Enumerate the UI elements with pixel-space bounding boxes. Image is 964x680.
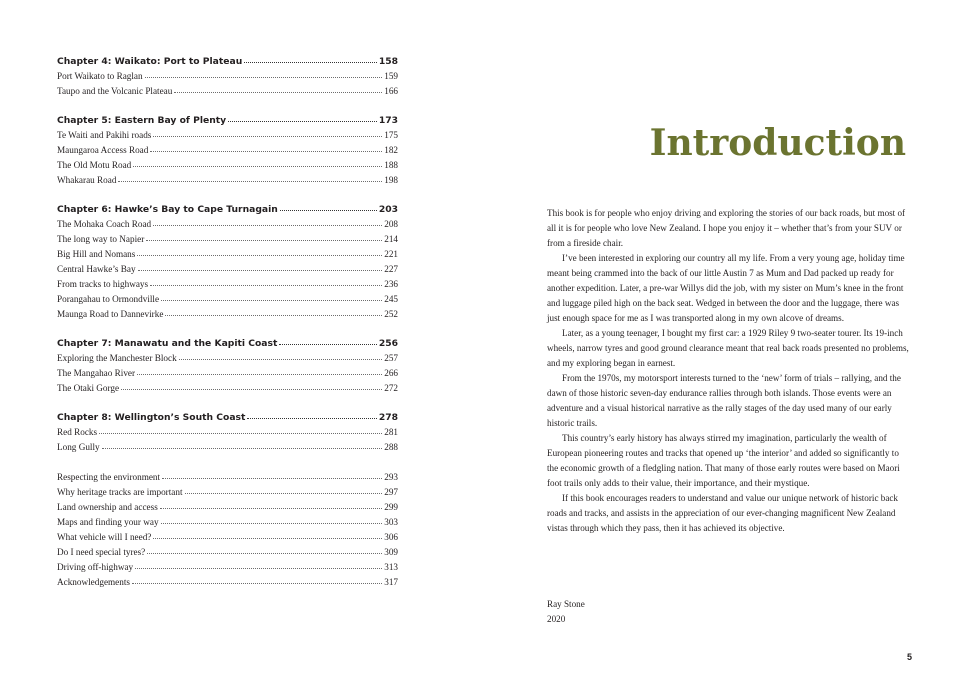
toc-appendix-entry <box>57 530 398 545</box>
dot-leader <box>150 148 382 152</box>
toc-entry-page: 257 <box>384 353 398 363</box>
toc-entry-title: Red Rocks <box>57 427 98 437</box>
page-number: 5 <box>906 652 912 662</box>
toc-entry-page: 236 <box>384 279 398 289</box>
toc-entry-title: The Old Motu Road <box>57 160 132 170</box>
toc-entry <box>57 366 398 381</box>
toc-appendix-entry-page: 297 <box>384 487 398 497</box>
introduction-body <box>547 206 909 536</box>
toc-entry <box>57 158 398 173</box>
introduction-heading: Introduction <box>649 122 906 164</box>
toc-entry <box>57 69 398 84</box>
dot-leader <box>146 237 382 241</box>
intro-paragraph-5: This country’s early history has always stirred my imagination, particularly the wealth of European pioneering routes and tracks that opened up ‘the interior’ and added so significantly to the economic growth of a fledgling nation. That many of those early routes were based on Maori foot trails only adds to their value, their importance, and their mystique. <box>547 433 900 488</box>
toc-entry-title: Whakarau Road <box>57 175 117 185</box>
dot-leader <box>150 282 382 286</box>
toc-chapter-page: 158 <box>378 56 398 67</box>
toc-appendix-entry <box>57 470 398 485</box>
toc-appendix-entry-page: 293 <box>384 472 398 482</box>
toc-appendix-entry-page: 303 <box>384 517 398 527</box>
dot-leader <box>137 371 382 375</box>
toc-entry-title: Porangahau to Ormondville <box>57 294 160 304</box>
signature-year: 2020 <box>547 614 566 624</box>
toc-chapter-title: Chapter 6: Hawke’s Bay to Cape Turnagain <box>57 204 278 215</box>
toc-entry-page: 266 <box>384 368 398 378</box>
dot-leader <box>138 267 383 271</box>
toc-chapter-page: 278 <box>378 412 398 423</box>
intro-paragraph-3: Later, as a young teenager, I bought my first car: a 1929 Riley 9 two-seater tourer. Its 19-inch wheels, narrow tyres and good ground clearance meant that real back roads presented no problems, and my exploring began in earnest. <box>547 328 909 368</box>
toc-entry <box>57 217 398 232</box>
toc-entry <box>57 292 398 307</box>
toc-appendix-entry-page: 306 <box>384 532 398 542</box>
dot-leader <box>135 565 382 569</box>
dot-leader <box>99 430 382 434</box>
dot-leader <box>161 520 383 524</box>
dot-leader <box>147 550 382 554</box>
toc-entry-title: From tracks to highways <box>57 279 149 289</box>
toc-entry <box>57 440 398 455</box>
toc-entry <box>57 425 398 440</box>
toc-chapter-title: Chapter 5: Eastern Bay of Plenty <box>57 115 227 126</box>
toc-entry <box>57 351 398 366</box>
toc-entry-page: 221 <box>384 249 398 259</box>
toc-entry <box>57 173 398 188</box>
toc-chapter <box>57 410 398 425</box>
toc-chapter <box>57 202 398 217</box>
toc-entry-title: Central Hawke’s Bay <box>57 264 136 274</box>
toc-entry <box>57 143 398 158</box>
toc-entry-page: 288 <box>384 442 398 452</box>
toc-entry-page: 166 <box>384 86 398 96</box>
toc-appendix-entry <box>57 560 398 575</box>
intro-paragraph-1: This book is for people who enjoy driving and exploring the stories of our back roads, but most of all it is for people who love New Zealand. I hope you enjoy it – whether that’s from your SUV or from a fireside chair. <box>547 208 906 248</box>
dot-leader <box>153 222 382 226</box>
dot-leader <box>102 445 383 449</box>
toc-entry-page: 245 <box>384 294 398 304</box>
dot-leader <box>279 341 376 345</box>
dot-leader <box>161 297 382 301</box>
toc-entry-title: Maunga Road to Dannevirke <box>57 309 164 319</box>
toc-entry <box>57 247 398 262</box>
intro-paragraph-6: If this book encourages readers to understand and value our unique network of historic back roads and tracks, and assists in the appreciation of our ever-changing magnificent New Zealand vistas through which they pass, then it has achieved its objective. <box>547 493 898 533</box>
dot-leader <box>165 312 382 316</box>
dot-leader <box>174 89 382 93</box>
toc-entry-page: 214 <box>384 234 398 244</box>
toc-entry-title: The Otaki Gorge <box>57 383 120 393</box>
dot-leader <box>185 490 383 494</box>
dot-leader <box>153 535 382 539</box>
table-of-contents <box>57 54 398 590</box>
toc-entry <box>57 262 398 277</box>
toc-appendix-entry-title: Maps and finding your way <box>57 517 159 527</box>
toc-appendix-entry <box>57 500 398 515</box>
toc-entry-page: 252 <box>384 309 398 319</box>
toc-chapter-title: Chapter 8: Wellington’s South Coast <box>57 412 246 423</box>
toc-chapter-title: Chapter 7: Manawatu and the Kapiti Coast <box>57 338 278 349</box>
toc-entry-title: Taupo and the Volcanic Plateau <box>57 86 173 96</box>
toc-appendix-entry <box>57 485 398 500</box>
dot-leader <box>228 118 377 122</box>
dot-leader <box>133 163 382 167</box>
toc-entry-title: Maungaroa Access Road <box>57 145 149 155</box>
intro-paragraph-2: I’ve been interested in exploring our country all my life. From a very young age, holiday time meant being crammed into the back of our little Austin 7 as Mum and Dad packed up ready for another expedition. Later, a pre-war Willys did the job, with my sister on Mum’s knee in the front and luggage piled high on the back seat. Wedged in between the door and the luggage, there was just enough space for me as I was transported along in my own alcove of dreams. <box>547 253 905 323</box>
dot-leader <box>145 74 383 78</box>
toc-chapter <box>57 54 398 69</box>
toc-entry-page: 182 <box>384 145 398 155</box>
toc-appendix-entry-title: Why heritage tracks are important <box>57 487 183 497</box>
toc-appendix-entry-page: 317 <box>384 577 398 587</box>
toc-entry <box>57 381 398 396</box>
toc-entry-page: 281 <box>384 427 398 437</box>
toc-entry-page: 188 <box>384 160 398 170</box>
author-name: Ray Stone <box>547 599 585 609</box>
toc-appendix-entry-title: Land ownership and access <box>57 502 158 512</box>
toc-appendix-entry-title: Driving off-highway <box>57 562 134 572</box>
toc-chapter-page: 173 <box>378 115 398 126</box>
toc-appendix-entry <box>57 515 398 530</box>
toc-appendix-entry-title: Respecting the environment <box>57 472 161 482</box>
toc-chapter-page: 256 <box>378 338 398 349</box>
toc-entry-title: The long way to Napier <box>57 234 145 244</box>
toc-appendix-entry-title: Acknowledgements <box>57 577 130 587</box>
toc-chapter-page: 203 <box>378 204 398 215</box>
dot-leader <box>179 356 383 360</box>
signature-block <box>547 597 585 627</box>
toc-entry-page: 208 <box>384 219 398 229</box>
toc-entry-title: Te Waiti and Pakihi roads <box>57 130 152 140</box>
toc-appendix-entry-title: What vehicle will I need? <box>57 532 152 542</box>
dot-leader <box>121 386 382 390</box>
toc-entry-title: Exploring the Manchester Block <box>57 353 177 363</box>
toc-entry-page: 227 <box>384 264 398 274</box>
toc-entry <box>57 84 398 99</box>
toc-chapter-title: Chapter 4: Waikato: Port to Plateau <box>57 56 243 67</box>
toc-appendix-entry <box>57 575 398 590</box>
toc-entry-page: 159 <box>384 71 398 81</box>
toc-entry-page: 198 <box>384 175 398 185</box>
toc-entry <box>57 277 398 292</box>
toc-appendix-entry-page: 313 <box>384 562 398 572</box>
toc-appendix-entry-page: 299 <box>384 502 398 512</box>
toc-chapter <box>57 336 398 351</box>
toc-appendix-entry <box>57 545 398 560</box>
dot-leader <box>153 133 382 137</box>
dot-leader <box>162 475 382 479</box>
toc-entry-title: The Mohaka Coach Road <box>57 219 152 229</box>
toc-entry <box>57 232 398 247</box>
toc-entry <box>57 307 398 322</box>
dot-leader <box>247 415 376 419</box>
toc-entry-page: 272 <box>384 383 398 393</box>
intro-paragraph-4: From the 1970s, my motorsport interests turned to the ‘new’ form of trials – rallying, and the dawn of those historic seven-day endurance rallies through both islands. Those events were an adventure and a visual historical narrative as the rally stages of the day used many of our early historic trails. <box>547 373 901 428</box>
dot-leader <box>280 207 377 211</box>
toc-entry-page: 175 <box>384 130 398 140</box>
toc-entry-title: Long Gully <box>57 442 100 452</box>
dot-leader <box>132 580 382 584</box>
toc-entry <box>57 128 398 143</box>
toc-appendix-entry-page: 309 <box>384 547 398 557</box>
toc-chapter <box>57 113 398 128</box>
toc-entry-title: Port Waikato to Raglan <box>57 71 143 81</box>
dot-leader <box>160 505 382 509</box>
toc-entry-title: Big Hill and Nomans <box>57 249 136 259</box>
dot-leader <box>137 252 382 256</box>
toc-entry-title: The Mangahao River <box>57 368 136 378</box>
dot-leader <box>118 178 382 182</box>
toc-appendix-entry-title: Do I need special tyres? <box>57 547 146 557</box>
dot-leader <box>244 59 377 63</box>
